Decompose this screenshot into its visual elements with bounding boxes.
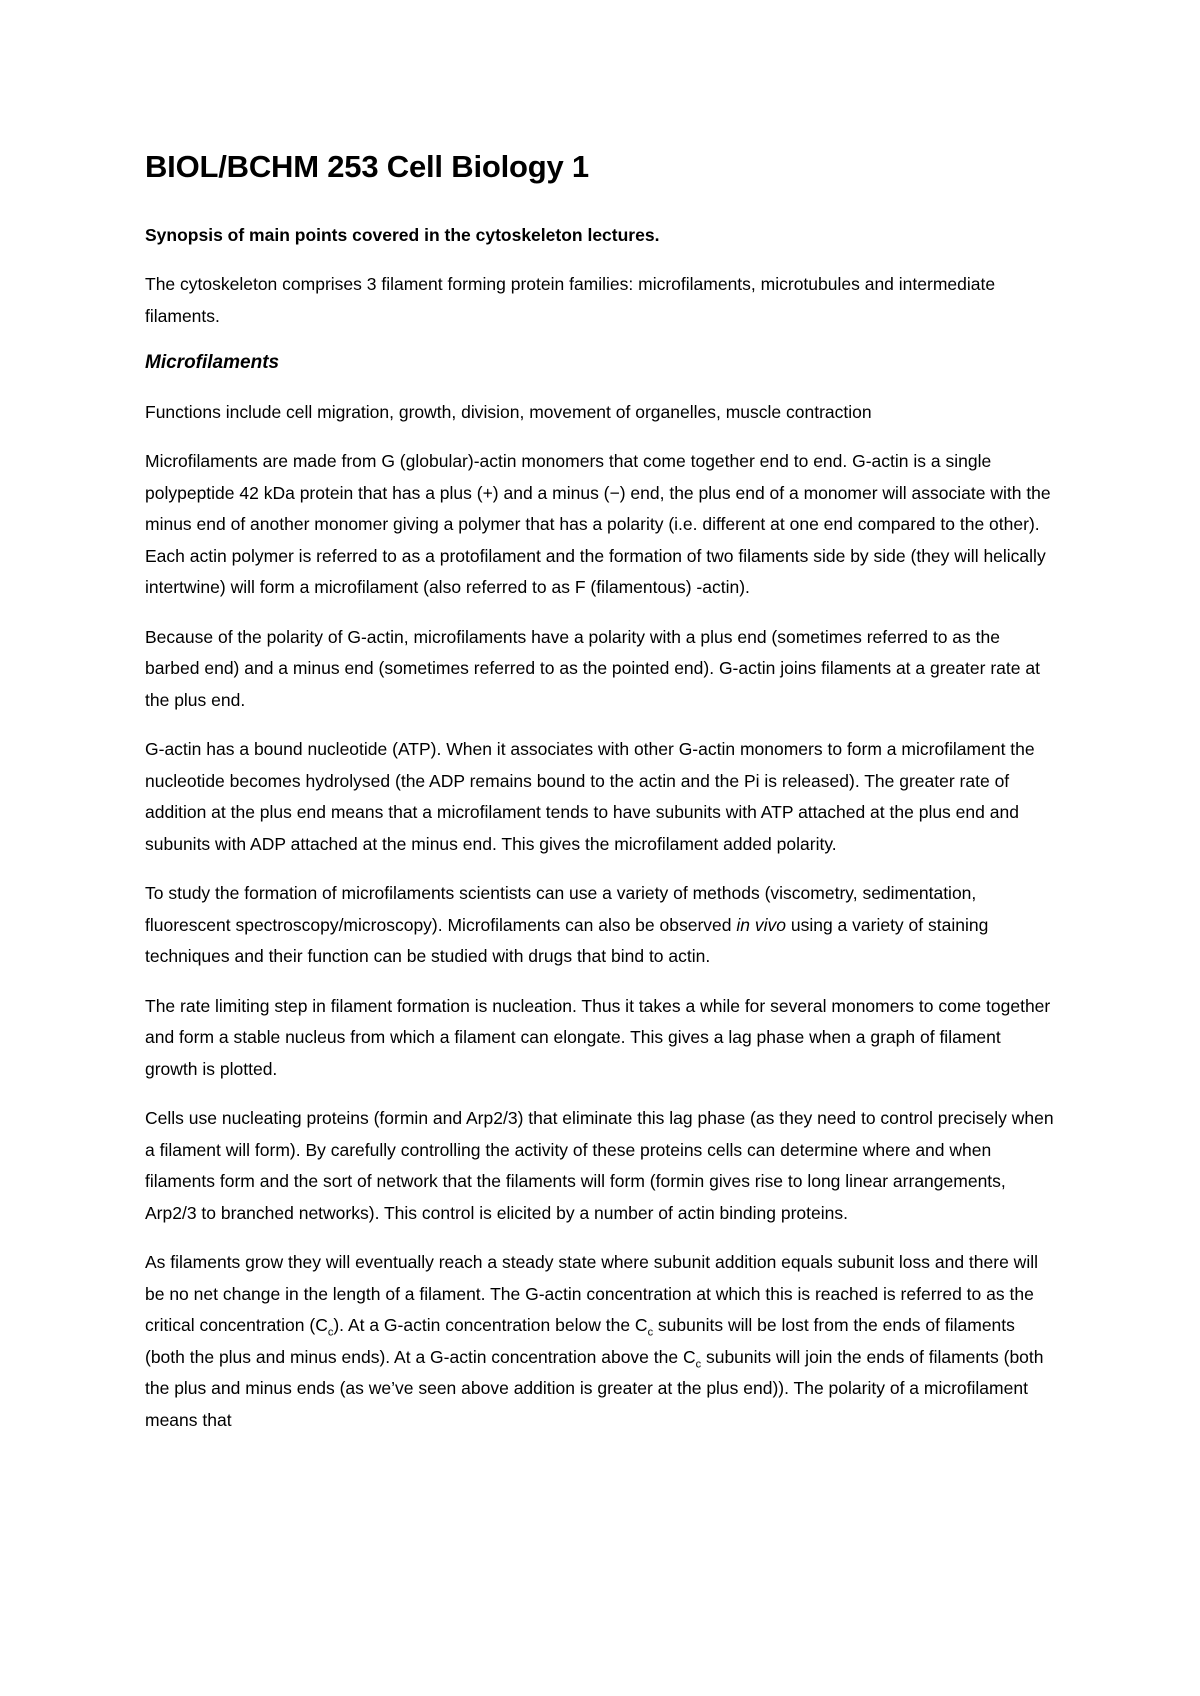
paragraph-critical-concentration [145, 1247, 1055, 1436]
cc-part3: subunits will be lost from the ends of filaments (both the plus and minus ends). At a G-actin concentration above the C [145, 1315, 1015, 1367]
paragraph-nucleotide: G-actin has a bound nucleotide (ATP). When it associates with other G-actin monomers to form a microfilament the nucleotide becomes hydrolysed (the ADP remains bound to the actin and the Pi is released). The greater rate of addition at the plus end means that a microfilament tends to have subunits with ATP attached at the plus end and subunits with ADP attached at the minus end. This gives the microfilament added polarity. [145, 739, 1035, 854]
cc-subscript-1: c [327, 1326, 334, 1339]
cc-part2: ). At a G-actin concentration below the C [333, 1315, 648, 1336]
paragraph-nucleating-proteins: Cells use nucleating proteins (formin and Arp2/3) that eliminate this lag phase (as they need to control precisely when a filament will form). By carefully controlling the activity of these proteins cells can determine where and when filaments form and the sort of network that the filaments will form (formin gives rise to long linear arrangements, Arp2/3 to branched networks). This control is elicited by a number of actin binding proteins. [145, 1108, 1054, 1223]
paragraph-functions: Functions include cell migration, growth, division, movement of organelles, muscle contraction [145, 401, 872, 422]
cc-subscript-2: c [647, 1326, 654, 1339]
paragraph-methods-part1: To study the formation of microfilaments scientists can use a variety of methods (viscometry, sedimentation, fluorescent spectroscopy/microscopy). Microfilaments can also be observed [145, 883, 977, 935]
in-vivo-italic: in vivo [736, 914, 786, 935]
paragraph-g-actin: Microfilaments are made from G (globular)-actin monomers that come together end to end. G-actin is a single polypeptide 42 kDa protein that has a plus (+) and a minus (−) end, the plus end of a monomer will associate with the minus end of another monomer giving a polymer that has a polarity (i.e. different at one end compared to the other). Each actin polymer is referred to as a protofilament and the formation of two filaments side by side (they will helically intertwine) will form a microfilament (also referred to as F (filamentous) -actin). [145, 451, 1051, 598]
cc-subscript-3: c [695, 1358, 702, 1371]
cc-part1: As filaments grow they will eventually reach a steady state where subunit addition equals subunit loss and there will be no net change in the length of a filament. The G-actin concentration at which this is reached is referred to as the critical concentration (C [145, 1252, 1038, 1336]
document-page [145, 148, 1055, 1454]
paragraph-polarity: Because of the polarity of G-actin, microfilaments have a polarity with a plus end (sometimes referred to as the barbed end) and a minus end (sometimes referred to as the pointed end). G-actin joins filaments at a greater rate at the plus end. [145, 626, 1040, 710]
cc-part4: subunits will join the ends of filaments (both the plus and minus ends (as we’ve seen above addition is greater at the plus end)). The polarity of a microfilament means that [145, 1346, 1044, 1430]
paragraph-methods [145, 878, 1055, 973]
paragraph-methods-part2: using a variety of staining techniques and their function can be studied with drugs that bind to actin. [145, 914, 989, 967]
paragraph-nucleation: The rate limiting step in filament formation is nucleation. Thus it takes a while for several monomers to come together and form a stable nucleus from which a filament can elongate. This gives a lag phase when a graph of filament growth is plotted. [145, 995, 1051, 1079]
intro-paragraph: The cytoskeleton comprises 3 filament forming protein families: microfilaments, microtubules and intermediate filaments. [145, 274, 996, 326]
document-title: BIOL/BCHM 253 Cell Biology 1 [145, 149, 589, 184]
synopsis-heading: Synopsis of main points covered in the cytoskeleton lectures. [145, 225, 660, 246]
section-heading-microfilaments: Microfilaments [145, 352, 280, 374]
